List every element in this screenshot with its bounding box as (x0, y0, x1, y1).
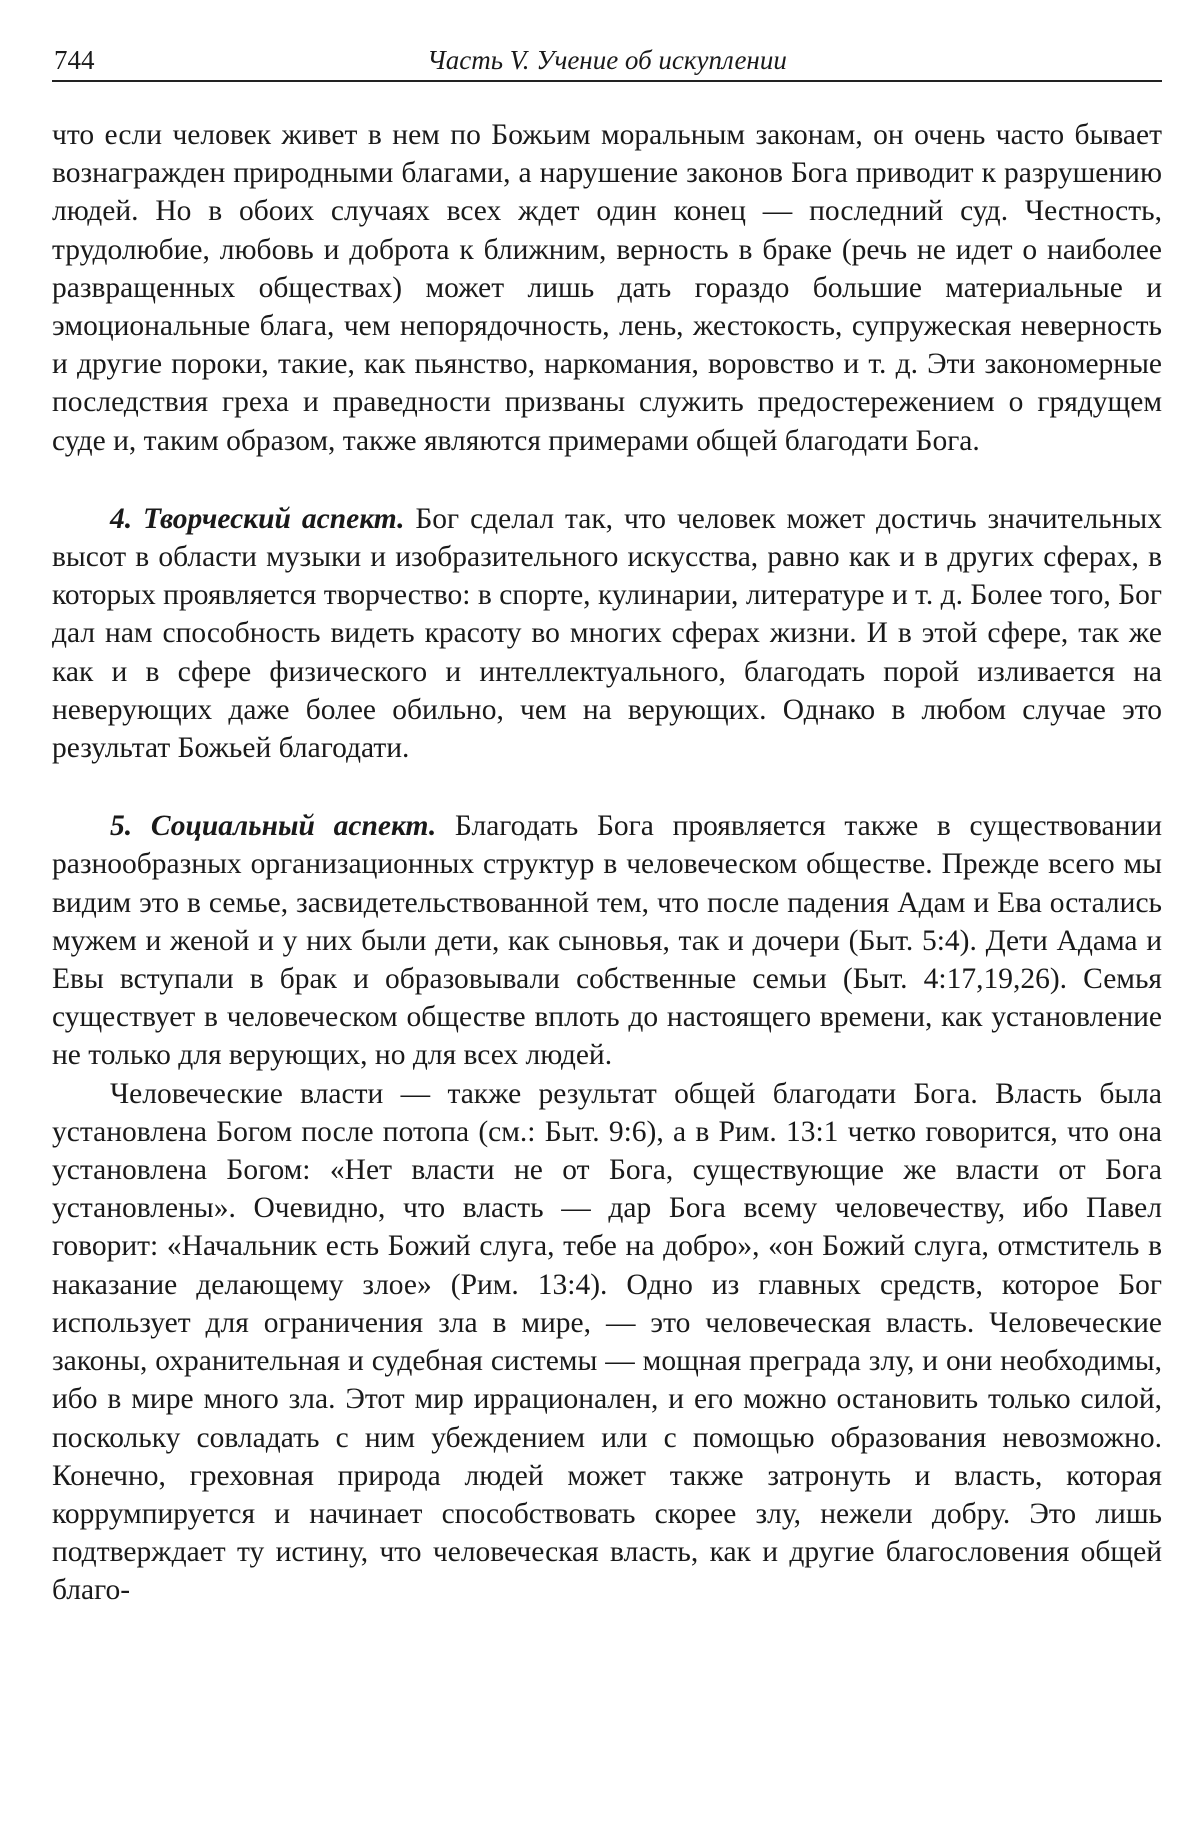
paragraph-social-aspect (52, 807, 1162, 1074)
paragraph-human-authority: Человеческие власти — также результат общей благодати Бога. Власть была установлена Богом после потопа (см.: Быт. 9:6), а в Рим. 13:1 четко говорится, что она установлена Богом: «Нет власти не от Бога, существующие же власти от Бога установлены». Очевидно, что власть — дар Бога всему человечеству, ибо Павел говорит: «Начальник есть Божий слуга, тебе на добро», «он Божий слуга, отмститель в наказание делающему злое» (Рим. 13:4). Одно из главных средств, которое Бог использует для ограничения зла в мире, — это человеческая власть. Человеческие законы, охранительная и судебная системы — мощная преграда злу, и они необходимы, ибо в мире много зла. Этот мир иррационален, и его можно остановить только силой, поскольку совладать с ним убеждением или с помощью образования невозможно. Конечно, греховная природа людей может также затронуть и власть, которая коррумпируется и начинает способствовать скорее злу, нежели добру. Это лишь подтверждает ту истину, что человеческая власть, как и другие благословения общей благо- (52, 1077, 1162, 1607)
page-number: 744 (54, 45, 95, 75)
book-page (52, 38, 1162, 1610)
section-heading-social-aspect: 5. Социальный аспект. (110, 810, 437, 843)
paragraph-creative-aspect (52, 500, 1162, 767)
body-text (52, 116, 1162, 1610)
section-heading-creative-aspect: 4. Творческий аспект. (110, 502, 405, 535)
creative-aspect-text: Бог сделал так, что человек может достичь значительных высот в области музыки и изобразительного искусства, равно как и в других сферах, в которых проявляется творчество: в спорте, кулинарии, литературе и т. д. Более того, Бог дал нам способность видеть красоту во многих сферах жизни. И в этой сфере, так же как и в сфере физического и интеллектуального, благодать порой изливается на неверующих даже более обильно, чем на верующих. Однако в любом случае это результат Божьей благодати. (52, 502, 1162, 765)
running-header (52, 38, 1162, 82)
paragraph-general-grace-morality: что если человек живет в нем по Божьим моральным законам, он очень часто бывает вознагражден природными благами, а нарушение законов Бога приводит к разрушению людей. Но в обоих случаях всех ждет один конец — последний суд. Честность, трудолюбие, любовь и доброта к ближним, верность в браке (речь не идет о наиболее развращенных обществах) может лишь дать гораздо большие материальные и эмоциональные блага, чем непорядочность, лень, жестокость, супружеская неверность и другие пороки, такие, как пьянство, наркомания, воровство и т. д. Эти закономерные последствия греха и праведности призваны служить предостережением о грядущем суде и, таким образом, также являются примерами общей благодати Бога. (52, 119, 1162, 457)
social-aspect-text: Благодать Бога проявляется также в существовании разнообразных организационных структур в человеческом обществе. Прежде всего мы видим это в семье, засвидетельствованной тем, что после падения Адам и Ева остались мужем и женой и у них были дети, как сыновья, так и дочери (Быт. 5:4). Дети Адама и Евы вступали в брак и образовывали собственные семьи (Быт. 4:17,19,26). Семья существует в человеческом обществе вплоть до настоящего времени, как установление не только для верующих, но для всех людей. (52, 810, 1162, 1072)
running-title: Часть V. Учение об искуплении (427, 45, 787, 75)
